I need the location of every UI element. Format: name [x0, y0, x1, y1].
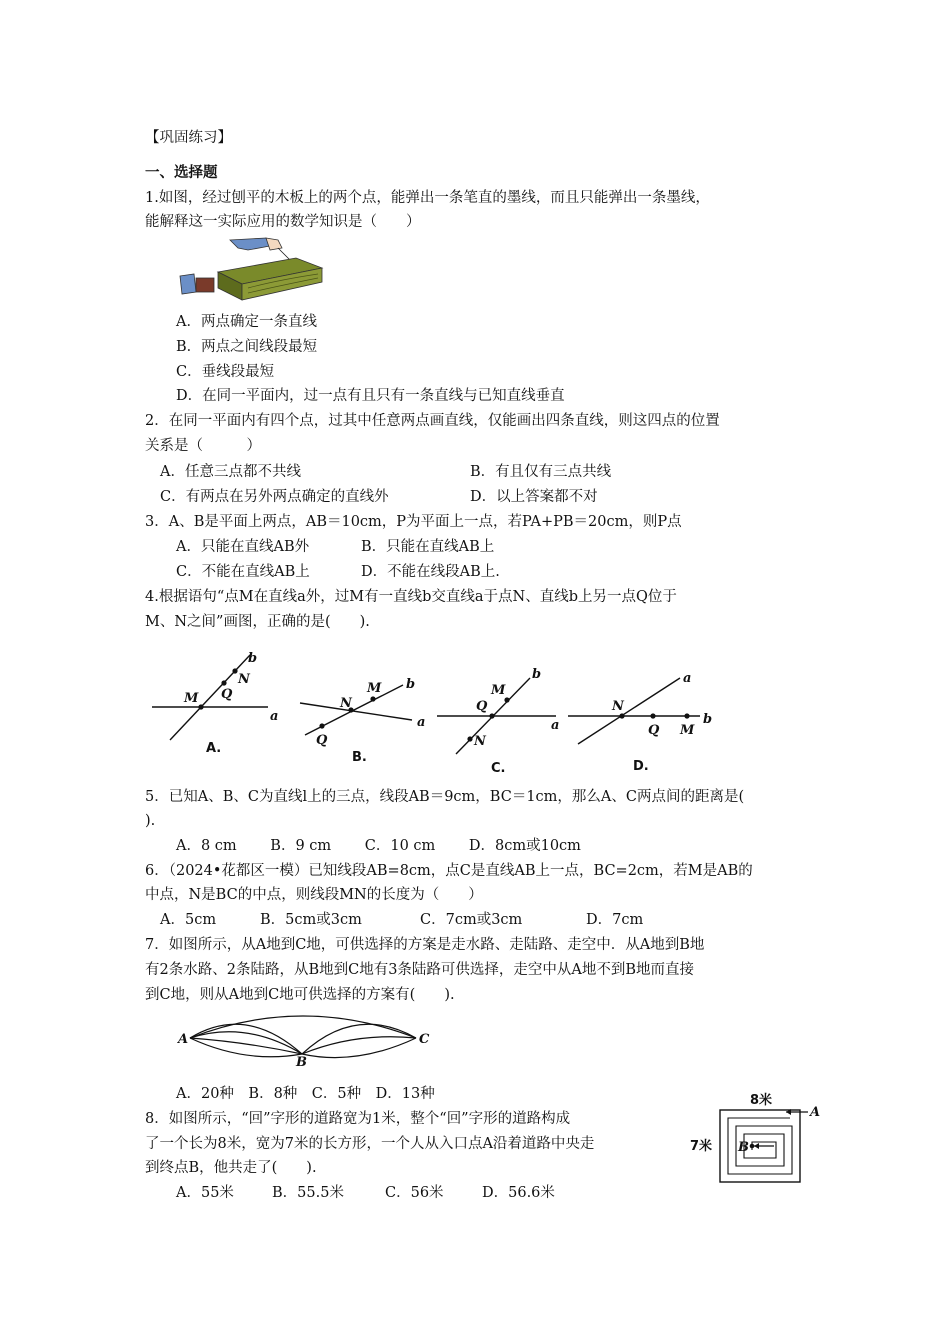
section-header: 【巩固练习】	[145, 130, 232, 146]
q6-option-a: A．5cm	[160, 912, 217, 928]
q5-line2: ).	[145, 813, 156, 829]
q5-options: A．8 cm B．9 cm C．10 cm D．8cm或10cm	[176, 838, 581, 854]
q1-option-d: D．在同一平面内，过一点有且只有一条直线与已知直线垂直	[176, 388, 565, 404]
q8-label-width: 8米	[750, 1093, 773, 1108]
q4b-label-q: Q	[316, 733, 328, 748]
q1-option-c: C．垂线段最短	[176, 364, 275, 380]
q8-label-b: B	[738, 1140, 749, 1155]
q7-line2: 有2条水路、2条陆路，从B地到C地有3条陆路可供选择，走空中从A地不到B地而直接	[145, 962, 695, 978]
q4d-label-n: N	[612, 699, 624, 714]
q6-option-c: C．7cm或3cm	[420, 912, 523, 928]
q2-option-a: A．任意三点都不共线	[160, 464, 301, 480]
q6-line2: 中点，N是BC的中点，则线段MN的长度为（ ）	[145, 887, 483, 903]
q8-option-b: B．55.5米	[272, 1185, 344, 1201]
q3-line1: 3．A、B是平面上两点，AB＝10cm，P为平面上一点，若PA+PB＝20cm，则P点	[145, 514, 682, 530]
q4a-label-q: Q	[221, 687, 233, 702]
q7-line3: 到C地，则从A地到C地可供选择的方案有( ).	[145, 987, 455, 1003]
q8-label-a: A	[810, 1105, 821, 1120]
q5-line1: 5．已知A、B、C为直线l上的三点，线段AB＝9cm，BC＝1cm，那么A、C两点间的距离是(	[145, 789, 745, 805]
q8-option-c: C．56米	[385, 1185, 444, 1201]
q7-label-a: A	[178, 1032, 189, 1047]
q6-option-d: D．7cm	[586, 912, 644, 928]
q4-figures	[0, 640, 950, 780]
q4b-label-n: N	[340, 696, 352, 711]
q6-line1: 6．（2024•花都区一模）已知线段AB=8cm，点C是直线AB上一点，BC=2cm，若M是AB的	[145, 863, 753, 879]
q4c-label-m: M	[491, 683, 506, 698]
q4c-label-n: N	[474, 734, 486, 749]
q1-line1: 1.如图，经过刨平的木板上的两个点，能弹出一条笔直的墨线，而且只能弹出一条墨线，	[145, 190, 710, 206]
q4a-label-m: M	[184, 691, 199, 706]
q8-option-d: D．56.6米	[482, 1185, 555, 1201]
q6-option-b: B．5cm或3cm	[260, 912, 362, 928]
q1-line2: 能解释这一实际应用的数学知识是（ ）	[145, 214, 421, 230]
q7-options: A．20种 B．8种 C．5种 D．13种	[176, 1086, 435, 1102]
q7-line1: 7．如图所示，从A地到C地，可供选择的方案是走水路、走陆路、走空中．从A地到B地	[145, 937, 705, 953]
q1-option-a: A．两点确定一条直线	[176, 314, 317, 330]
q1-option-b: B．两点之间线段最短	[176, 339, 318, 355]
q4c-label-a: a	[551, 718, 560, 733]
q4-figure-d	[568, 671, 712, 774]
q2-option-b: B．有且仅有三点共线	[470, 464, 612, 480]
q4d-label-b: b	[703, 712, 713, 727]
q4-line1: 4.根据语句“点M在直线a外，过M有一直线b交直线a于点N、直线b上另一点Q位于	[145, 589, 677, 605]
q4b-label-a: a	[417, 715, 426, 730]
q3-option-c: C．不能在直线AB上	[176, 564, 310, 580]
q4b-label-b: b	[406, 677, 416, 692]
q4c-label-b: b	[532, 667, 542, 682]
q3-option-a: A．只能在直线AB外	[176, 539, 310, 555]
q1-wood-board-figure	[178, 236, 328, 304]
q8-label-height: 7米	[690, 1139, 713, 1154]
q8-line1: 8．如图所示，“回”字形的道路宽为1米，整个“回”字形的道路构成	[145, 1111, 571, 1127]
q4a-label-b: b	[248, 651, 258, 666]
q4-line2: M、N之间”画图，正确的是( ).	[145, 614, 370, 630]
q7-route-figure	[176, 1012, 436, 1070]
q2-line2: 关系是（ ）	[145, 438, 261, 454]
q4c-caption: C.	[491, 761, 506, 776]
q8-option-a: A．55米	[176, 1185, 234, 1201]
q4a-caption: A.	[206, 741, 222, 756]
q4b-caption: B.	[352, 750, 367, 765]
section-title-choice: 一、选择题	[145, 165, 218, 181]
q3-option-b: B．只能在直线AB上	[361, 539, 495, 555]
q8-maze-figure	[690, 1090, 820, 1190]
q2-option-d: D．以上答案都不对	[470, 489, 598, 505]
q7-label-b: B	[296, 1055, 307, 1070]
q8-line2: 了一个长为8米，宽为7米的长方形，一个人从入口点A沿着道路中央走	[145, 1136, 595, 1152]
q4a-label-n: N	[238, 672, 250, 687]
q4d-label-a: a	[683, 671, 692, 686]
q4-figure-c	[437, 667, 559, 776]
q4c-label-q: Q	[476, 699, 488, 714]
q3-option-d: D．不能在线段AB上.	[361, 564, 500, 580]
q4d-label-m: M	[680, 723, 695, 738]
q4-figure-b	[300, 677, 425, 765]
q8-line3: 到终点B，他共走了( ).	[145, 1160, 317, 1176]
q4-figure-a	[152, 651, 278, 756]
q4b-label-m: M	[367, 681, 382, 696]
q2-line1: 2．在同一平面内有四个点，过其中任意两点画直线，仅能画出四条直线，则这四点的位置	[145, 413, 720, 429]
q4a-label-a: a	[270, 709, 279, 724]
q2-option-c: C．有两点在另外两点确定的直线外	[160, 489, 389, 505]
q4d-label-q: Q	[648, 723, 660, 738]
q7-label-c: C	[419, 1032, 430, 1047]
q4d-caption: D.	[633, 759, 649, 774]
